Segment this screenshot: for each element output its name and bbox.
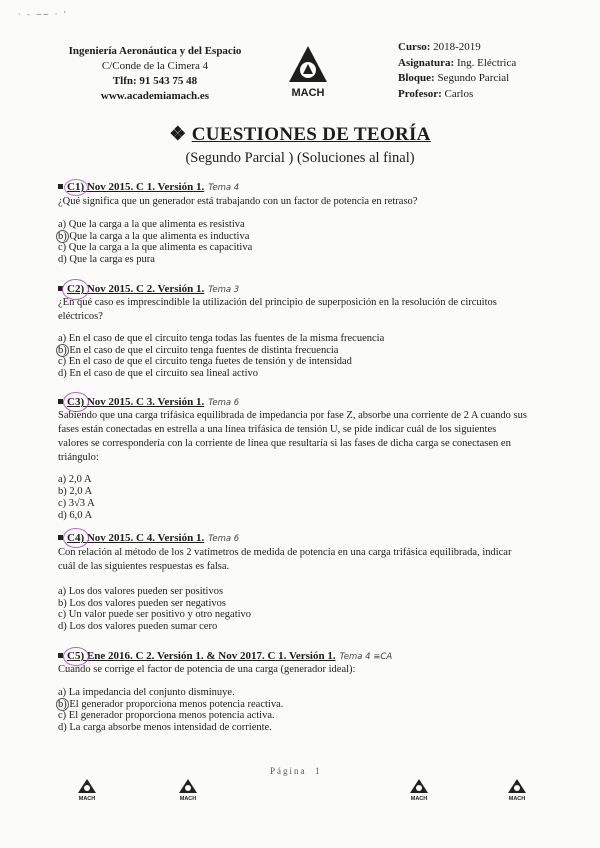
option-b: b) El generador proporciona menos potencia reactiva. bbox=[58, 698, 284, 710]
institution-block bbox=[40, 44, 270, 104]
page-title: ❖ CUESTIONES DE TEORÍA bbox=[169, 124, 431, 145]
handwritten-circle-mark bbox=[64, 179, 88, 196]
option-c: c) 3√3 A bbox=[58, 498, 95, 509]
option-b: b) En el caso de que el circuito tenga fuentes de distinta frecuencia bbox=[58, 344, 339, 356]
website: www.academiamach.es bbox=[100, 90, 210, 102]
corner-scribble: · - ── · ' bbox=[18, 10, 68, 19]
subject-row: Asignatura: Ing. Eléctrica bbox=[398, 56, 517, 69]
option-d: d) La carga absorbe menos intensidad de corriente. bbox=[58, 721, 272, 733]
option-a: a) Los dos valores pueden ser positivos bbox=[58, 586, 224, 597]
footer-logo-icon bbox=[506, 778, 528, 802]
institution-name: Ingeniería Aeronáutica y del Espacio bbox=[68, 45, 242, 57]
options-list bbox=[58, 586, 251, 632]
svg-text:MACH: MACH bbox=[78, 796, 96, 802]
options-list bbox=[58, 474, 95, 522]
mach-logo-icon bbox=[283, 44, 333, 100]
options-list bbox=[58, 333, 384, 379]
option-d: d) En el caso de que el circuito sea lineal activo bbox=[58, 367, 258, 379]
footer-logo-icon bbox=[408, 778, 430, 802]
svg-text:MACH: MACH bbox=[179, 796, 197, 802]
question-header: C3) Nov 2015. C 3. Versión 1. Tema 6 bbox=[58, 396, 239, 408]
option-a: a) 2,0 A bbox=[58, 474, 92, 485]
block-row: Bloque: Segundo Parcial bbox=[398, 72, 510, 84]
answer-mark bbox=[56, 698, 69, 711]
answer-mark bbox=[56, 344, 69, 357]
handwritten-note: Tema 3 bbox=[208, 285, 240, 295]
option-b: b) 2,0 A bbox=[58, 486, 93, 497]
question-header: C1) Nov 2015. C 1. Versión 1. Tema 4 bbox=[58, 181, 239, 193]
option-d: d) 6,0 A bbox=[58, 510, 93, 521]
question-text: Sabiendo que una carga trifásica equilibrada de impedancia por fase Z, absorbe una corriente de 2 A cuando sus fases están conectadas en estrella a una línea trifásica de tensión U, se pide indicar cuál de los siguientes valores se correspondería con la corriente de línea que resultaría si las fases de dicha carga se conectasen en triángulo: bbox=[58, 410, 527, 463]
question-text: ¿En qué caso es imprescindible la utilización del principio de superposición en la resolución de circuitos eléctricos? bbox=[58, 297, 497, 322]
course-row: Curso: 2018-2019 bbox=[398, 41, 481, 53]
option-c: c) Que la carga a la que alimenta es capacitiva bbox=[58, 242, 253, 253]
options-list bbox=[58, 219, 252, 265]
option-c: c) Un valor puede ser positivo y otro negativo bbox=[58, 609, 252, 620]
option-d: d) Que la carga es pura bbox=[58, 253, 155, 265]
option-c: c) El generador proporciona menos potencia activa. bbox=[58, 710, 275, 721]
option-c: c) En el caso de que el circuito tenga fuetes de tensión y de intensidad bbox=[58, 356, 352, 367]
diamond-bullet-icon: ❖ bbox=[169, 124, 187, 145]
question-header: C2) Nov 2015. C 2. Versión 1. Tema 3 bbox=[58, 283, 239, 295]
footer-logo-icon bbox=[177, 778, 199, 802]
question-text: ¿Qué significa que un generador está trabajando con un factor de potencia en retraso? bbox=[58, 196, 418, 207]
address: C/Conde de la Cimera 4 bbox=[101, 60, 209, 72]
answer-mark bbox=[56, 230, 69, 243]
footer-logo-icon bbox=[76, 778, 98, 802]
option-a: a) La impedancia del conjunto disminuye. bbox=[58, 687, 235, 698]
question-header: C4) Nov 2015. C 4. Versión 1. Tema 6 bbox=[58, 532, 239, 544]
square-bullet-icon bbox=[58, 184, 63, 189]
option-b: b) Que la carga a la que alimenta es inductiva bbox=[58, 230, 250, 242]
handwritten-note: Tema 4 ≡CA bbox=[339, 652, 393, 662]
phone: Tlfn: 91 543 75 48 bbox=[112, 75, 198, 87]
page-number: Página 1 bbox=[270, 766, 322, 776]
svg-text:MACH: MACH bbox=[508, 796, 526, 802]
option-a: a) En el caso de que el circuito tenga todas las fuentes de la misma frecuencia bbox=[58, 333, 385, 344]
page-subtitle: (Segundo Parcial ) (Soluciones al final) bbox=[185, 150, 415, 166]
question-header: C5) Ene 2016. C 2. Versión 1. & Nov 2017. C 1. Versión 1. Tema 4 ≡CA bbox=[58, 650, 392, 662]
logo-text: MACH bbox=[291, 87, 325, 99]
handwritten-note: Tema 4 bbox=[208, 183, 240, 193]
option-b: b) Los dos valores pueden ser negativos bbox=[58, 597, 226, 609]
question-text: Con relación al método de los 2 vatímetros de medida de potencia en una carga trifásica equilibrada, indicar cuál de las siguientes respuestas es falsa. bbox=[58, 547, 512, 572]
teacher-row: Profesor: Carlos bbox=[398, 87, 474, 100]
handwritten-note: Tema 6 bbox=[208, 398, 240, 408]
svg-text:MACH: MACH bbox=[410, 796, 428, 802]
handwritten-circle-mark bbox=[63, 528, 89, 548]
option-a: a) Que la carga a la que alimenta es resistiva bbox=[58, 219, 245, 230]
option-d: d) Los dos valores pueden sumar cero bbox=[58, 620, 218, 632]
question-text: Cuando se corrige el factor de potencia de una carga (generador ideal): bbox=[58, 664, 356, 675]
course-info bbox=[398, 40, 516, 102]
options-list bbox=[58, 687, 283, 733]
handwritten-note: Tema 6 bbox=[208, 534, 240, 544]
